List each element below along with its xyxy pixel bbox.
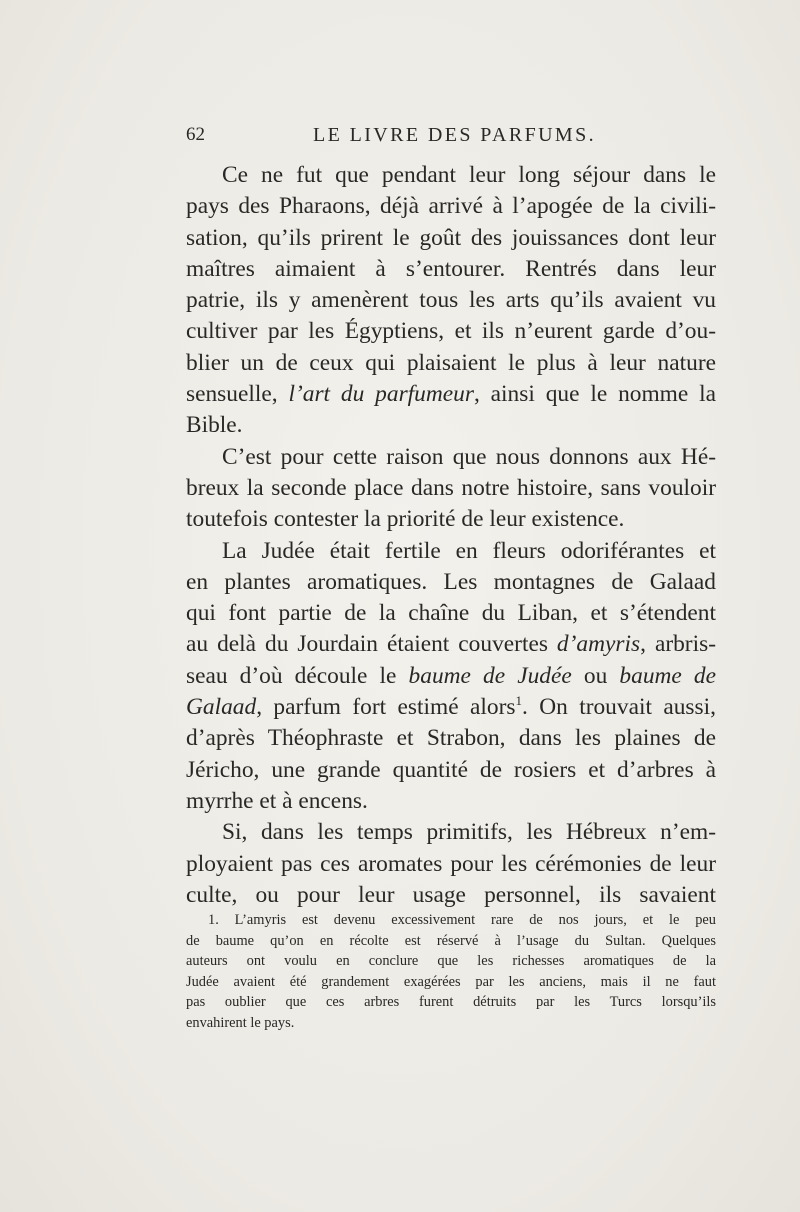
text-line [186, 379, 716, 410]
text-line: Jéricho, une grande quantité de rosiers et d’arbres à [186, 756, 716, 783]
footnote-line: de baume qu’on en récolte est réservé à l’usage du Sultan. Quelques [186, 932, 716, 949]
footnote-line: Judée avaient été grandement exagérées par les anciens, mais il ne faut [186, 973, 716, 990]
italic-term: Galaad [186, 694, 257, 721]
footnote-line: pas oublier que ces arbres furent détruits par les Turcs lorsqu’ils [186, 994, 716, 1010]
text-line: Bible. [186, 412, 243, 439]
text-line: ployaient pas ces aromates pour les cérémonies de leur [186, 850, 716, 877]
text-line: en plantes aromatiques. Les montagnes de Galaad [186, 568, 716, 595]
footnote-line: 1. L’amyris est devenu excessivement rare de nos jours, et le peu [208, 912, 716, 928]
text-segment: , parfum fort estimé alors [256, 694, 516, 721]
text-line: maîtres aimaient à s’entourer. Rentrés dans leur [186, 255, 716, 282]
paragraph [186, 536, 716, 818]
text-segment: . On trouvait aussi, [521, 694, 716, 721]
italic-term: baume de [619, 662, 716, 689]
text-line: culte, ou pour leur usage personnel, ils savaient [186, 881, 716, 908]
text-line: C’est pour cette raison que nous donnons aux Hé- [222, 443, 716, 470]
text-line: Ce ne fut que pendant leur long séjour dans le [222, 162, 716, 188]
text-line: pays des Pharaons, déjà arrivé à l’apogée de la civili- [186, 193, 716, 220]
text-segment: , ainsi que le nomme la [473, 381, 717, 408]
text-line: qui font partie de la chaîne du Liban, et s’étendent [186, 600, 716, 627]
text-segment: seau d’où découle le [186, 662, 409, 689]
paragraph [186, 442, 716, 536]
text-line [186, 661, 716, 692]
text-segment: au delà du Jourdain étaient couvertes [186, 631, 557, 658]
text-line: d’après Théophraste et Strabon, dans les plaines de [186, 725, 716, 752]
text-line: sation, qu’ils prirent le goût des jouissances dont leur [186, 224, 716, 251]
paragraph [186, 160, 716, 442]
text-line: La Judée était fertile en fleurs odoriférantes et [222, 537, 716, 564]
page-header [186, 120, 716, 150]
text-line [186, 629, 716, 660]
paragraph [186, 817, 716, 911]
running-title: LE LIVRE DES PARFUMS. [313, 124, 597, 146]
text-line: blier un de ceux qui plaisaient le plus à leur nature [186, 349, 716, 376]
text-line: cultiver par les Égyptiens, et ils n’eurent garde d’ou- [186, 318, 716, 345]
text-line: myrrhe et à encens. [186, 787, 368, 814]
text-segment: ou [571, 662, 620, 689]
text-segment: , arbris- [640, 631, 716, 658]
text-line [186, 692, 716, 723]
italic-term: baume de Judée [408, 662, 572, 689]
italic-term: d’amyris [556, 631, 641, 658]
main-text [186, 160, 716, 911]
text-segment: sensuelle, [186, 381, 289, 408]
footnote-marker: 1 [515, 693, 522, 709]
footnote-line: envahirent le pays. [186, 1014, 295, 1031]
text-line: Si, dans les temps primitifs, les Hébreux n’em- [222, 819, 716, 846]
text-line: breux la seconde place dans notre histoire, sans vouloir [186, 474, 716, 501]
footnote [186, 910, 716, 1033]
text-line: toutefois contester la priorité de leur existence. [186, 506, 625, 533]
italic-term: l’art du parfumeur [288, 381, 474, 408]
text-line: patrie, ils y amenèrent tous les arts qu’ils avaient vu [186, 287, 716, 314]
footnote-line: auteurs ont voulu en conclure que les richesses aromatiques de la [186, 953, 716, 969]
page-number: 62 [186, 124, 205, 145]
